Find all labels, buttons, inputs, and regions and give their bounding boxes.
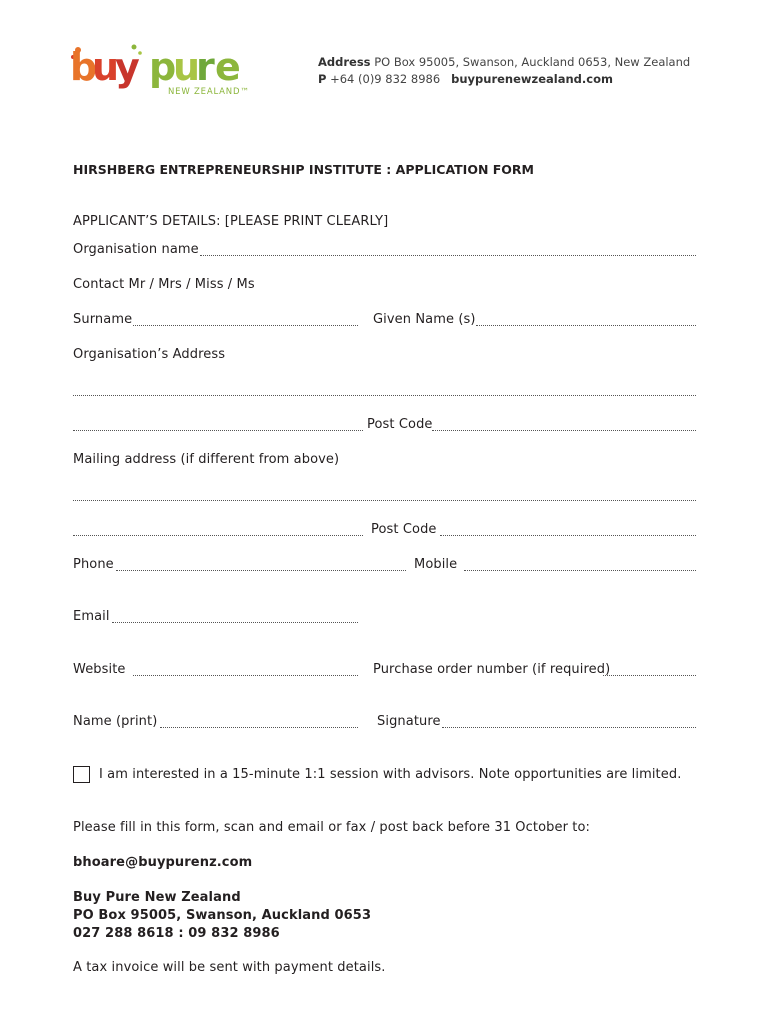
svg-text:p: p xyxy=(149,45,176,89)
contact-title-label: Contact Mr / Mrs / Miss / Ms xyxy=(73,277,255,292)
organisation-name-field[interactable] xyxy=(200,255,696,256)
surname-field[interactable] xyxy=(133,325,358,326)
mailing-address-line-1[interactable] xyxy=(73,500,696,501)
mailing-address-line-2[interactable] xyxy=(73,535,363,536)
email-field[interactable] xyxy=(112,622,358,623)
header-address xyxy=(318,55,690,69)
advisor-session-checkbox[interactable] xyxy=(73,766,90,783)
logo-graphic xyxy=(70,44,255,102)
svg-text:u: u xyxy=(92,45,119,89)
signature-field[interactable] xyxy=(442,727,696,728)
website-field[interactable] xyxy=(133,675,358,676)
logo-buy-text: b xyxy=(70,45,97,89)
given-name-label: Given Name (s) xyxy=(373,312,476,327)
header-contact xyxy=(318,72,613,86)
section-heading: APPLICANT’S DETAILS: [PLEASE PRINT CLEARLY] xyxy=(73,214,389,229)
post-code-field-2[interactable] xyxy=(440,535,696,536)
mailing-address-label: Mailing address (if different from above) xyxy=(73,452,340,467)
org-phone: 027 288 8618 : 09 832 8986 xyxy=(73,926,280,941)
svg-text:u: u xyxy=(173,45,200,89)
post-code-label-2: Post Code xyxy=(371,522,437,537)
org-address-line-1[interactable] xyxy=(73,395,696,396)
post-code-label-1: Post Code xyxy=(367,417,433,432)
surname-label: Surname xyxy=(73,312,133,327)
purchase-order-field[interactable] xyxy=(603,675,696,676)
organisation-name-label: Organisation name xyxy=(73,242,199,257)
email-label: Email xyxy=(73,609,110,624)
given-name-field[interactable] xyxy=(476,325,696,326)
org-address-label: Organisation’s Address xyxy=(73,347,226,362)
phone-label: P xyxy=(318,72,327,86)
phone-label-field: Phone xyxy=(73,557,114,572)
address-label: Address xyxy=(318,55,371,69)
tax-note: A tax invoice will be sent with payment details. xyxy=(73,960,386,975)
header-website: buypurenewzealand.com xyxy=(451,72,613,86)
phone-value: +64 (0)9 832 8986 xyxy=(330,72,441,86)
svg-text:r: r xyxy=(196,45,214,89)
mobile-field[interactable] xyxy=(464,570,696,571)
org-address-line-2[interactable] xyxy=(73,430,363,431)
phone-field[interactable] xyxy=(116,570,406,571)
buy-pure-logo xyxy=(70,44,255,106)
name-print-field[interactable] xyxy=(160,727,358,728)
address-value: PO Box 95005, Swanson, Auckland 0653, New Zealand xyxy=(374,55,691,69)
contact-email: bhoare@buypurenz.com xyxy=(73,855,253,870)
svg-text:y: y xyxy=(115,45,139,89)
purchase-order-label: Purchase order number (if required) xyxy=(373,662,611,677)
website-label: Website xyxy=(73,662,126,677)
advisor-session-label: I am interested in a 15-minute 1:1 session with advisors. Note opportunities are limited. xyxy=(99,767,682,782)
instructions-text: Please fill in this form, scan and email or fax / post back before 31 October to: xyxy=(73,820,590,835)
org-name: Buy Pure New Zealand xyxy=(73,890,241,905)
post-code-field-1[interactable] xyxy=(432,430,696,431)
org-postal-address: PO Box 95005, Swanson, Auckland 0653 xyxy=(73,908,372,923)
form-title: HIRSHBERG ENTREPRENEURSHIP INSTITUTE : APPLICATION FORM xyxy=(73,162,534,177)
name-print-label: Name (print) xyxy=(73,714,158,729)
signature-label: Signature xyxy=(377,714,441,729)
svg-text:e: e xyxy=(215,45,240,89)
logo-subtext: NEW ZEALAND™ xyxy=(168,87,250,97)
mobile-label: Mobile xyxy=(414,557,458,572)
